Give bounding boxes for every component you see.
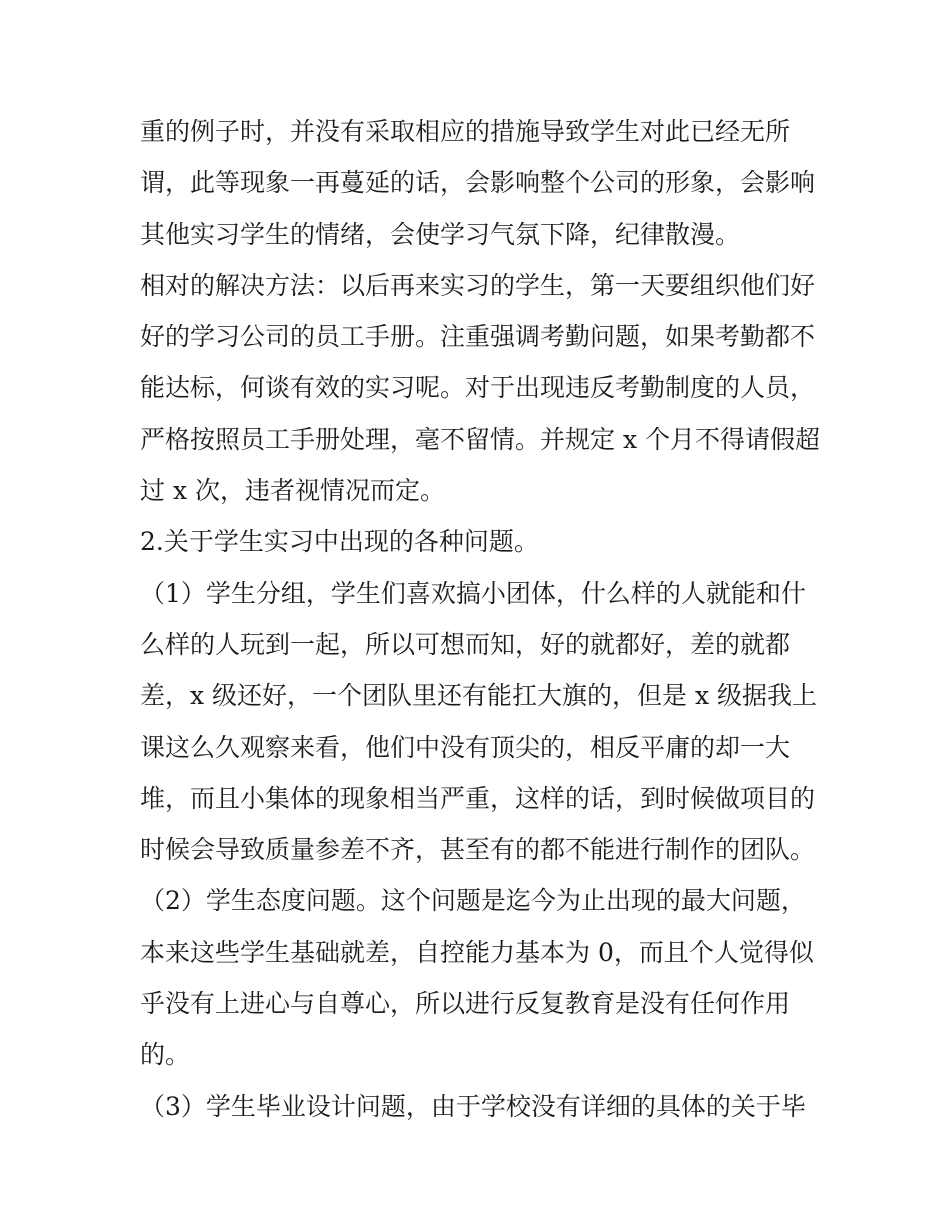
text-line: 谓，此等现象一再蔓延的话，会影响整个公司的形象，会影响 (140, 168, 816, 198)
text-line: 其他实习学生的情绪，会使学习气氛下降，纪律散漫。 (140, 219, 741, 249)
text-line: 相对的解决方法：以后再来实习的学生，第一天要组织他们好 (140, 270, 816, 300)
text-line: 能达标，何谈有效的实习呢。对于出现违反考勤制度的人员， (140, 373, 816, 403)
text-line: 时候会导致质量参差不齐，甚至有的都不能进行制作的团队。 (140, 835, 816, 865)
text-line: 堆，而且小集体的现象相当严重，这样的话，到时候做项目的 (140, 783, 816, 813)
text-line: （3）学生毕业设计问题，由于学校没有详细的具体的关于毕 (140, 1091, 806, 1121)
text-line: 乎没有上进心与自尊心，所以进行反复教育是没有任何作用 (140, 989, 791, 1019)
text-line: （2）学生态度问题。这个问题是迄今为止出现的最大问题， (140, 886, 806, 916)
text-line: 的。 (140, 1040, 191, 1070)
text-line: 重的例子时，并没有采取相应的措施导致学生对此已经无所 (140, 117, 791, 146)
text-line: 差，x 级还好，一个团队里还有能扛大旗的，但是 x 级据我上 (140, 681, 818, 711)
text-line: 过 x 次，违者视情况而定。 (140, 476, 445, 506)
text-line: 么样的人玩到一起，所以可想而知，好的就都好，差的就都 (140, 629, 791, 659)
text-line: 本来这些学生基础就差，自控能力基本为 0，而且个人觉得似 (140, 937, 814, 967)
text-line: 2.关于学生实习中出现的各种问题。 (140, 527, 539, 557)
text-line: （1）学生分组，学生们喜欢搞小团体，什么样的人就能和什 (140, 578, 806, 608)
body-text (140, 110, 820, 1136)
text-line: 严格按照员工手册处理，毫不留情。并规定 x 个月不得请假超 (140, 424, 820, 454)
text-line: 课这么久观察来看，他们中没有顶尖的，相反平庸的却一大 (140, 732, 791, 762)
text-line: 好的学习公司的员工手册。注重强调考勤问题，如果考勤都不 (140, 322, 816, 352)
